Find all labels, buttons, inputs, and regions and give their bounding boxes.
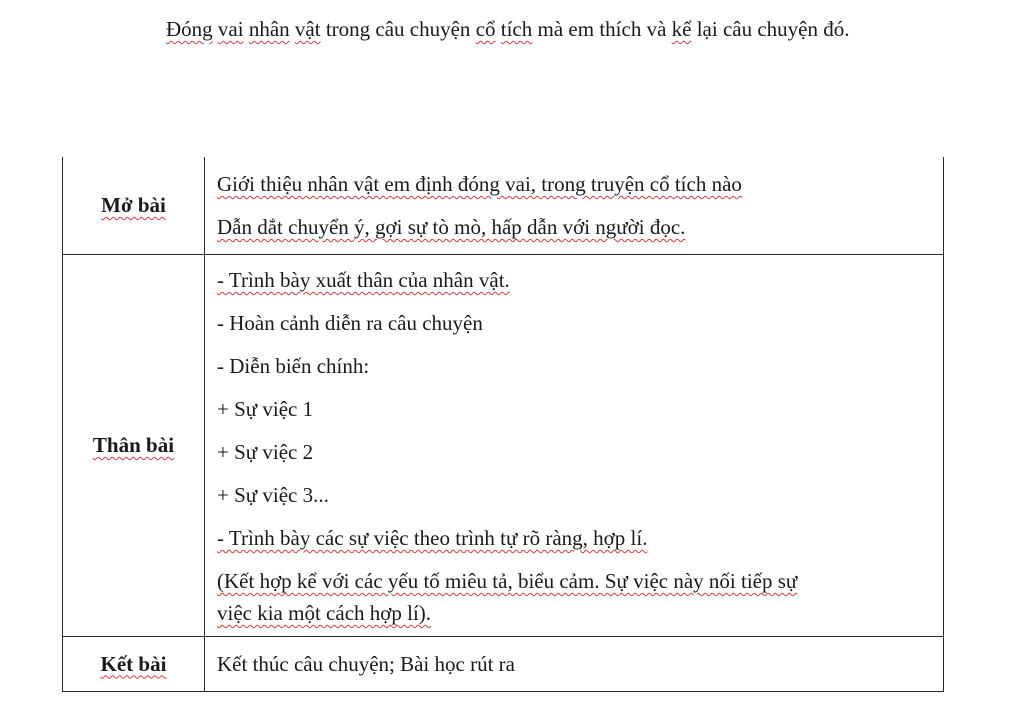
content-line: Kết thúc câu chuyện; Bài học rút ra bbox=[217, 652, 515, 676]
section-row-conclusion bbox=[63, 637, 944, 692]
section-row-intro bbox=[63, 157, 944, 255]
essay-outline-table bbox=[62, 157, 944, 692]
title-word: vai bbox=[217, 17, 244, 41]
title-word: tích bbox=[500, 17, 533, 41]
title-word: Đóng bbox=[166, 17, 213, 41]
section-label: Kết bài bbox=[63, 637, 205, 692]
section-row-body bbox=[63, 255, 944, 637]
title-word: lại câu chuyện đó. bbox=[696, 17, 850, 41]
content-line: - Diễn biến chính: bbox=[217, 354, 370, 378]
title-word: kể bbox=[671, 17, 692, 41]
title-word: vật bbox=[294, 17, 321, 41]
section-label: Thân bài bbox=[63, 255, 205, 637]
document-title bbox=[0, 14, 1024, 44]
title-word: mà em thích và bbox=[537, 17, 667, 41]
content-line: + Sự việc 1 bbox=[217, 397, 314, 421]
content-line: - Hoàn cảnh diễn ra câu chuyện bbox=[217, 311, 483, 335]
section-content bbox=[205, 157, 944, 255]
content-line: Dẫn dắt chuyển ý, gợi sự tò mò, hấp dẫn với người đọc. bbox=[217, 215, 686, 239]
title-word: trong câu chuyện bbox=[325, 17, 471, 41]
content-line: - Trình bày xuất thân của nhân vật. bbox=[217, 268, 510, 292]
section-content bbox=[205, 637, 944, 692]
title-word: nhân bbox=[248, 17, 290, 41]
content-line: việc kia một cách hợp lí). bbox=[217, 601, 432, 625]
title-word: cổ bbox=[475, 17, 496, 41]
content-line: (Kết hợp kể với các yếu tố miêu tả, biểu cảm. Sự việc này nối tiếp sự bbox=[217, 569, 798, 593]
content-line: + Sự việc 3... bbox=[217, 483, 329, 507]
section-content bbox=[205, 255, 944, 637]
section-label: Mở bài bbox=[63, 157, 205, 255]
content-line: + Sự việc 2 bbox=[217, 440, 314, 464]
content-line: - Trình bày các sự việc theo trình tự rõ ràng, hợp lí. bbox=[217, 526, 648, 550]
content-line: Giới thiệu nhân vật em định đóng vai, trong truyện cổ tích nào bbox=[217, 172, 742, 196]
